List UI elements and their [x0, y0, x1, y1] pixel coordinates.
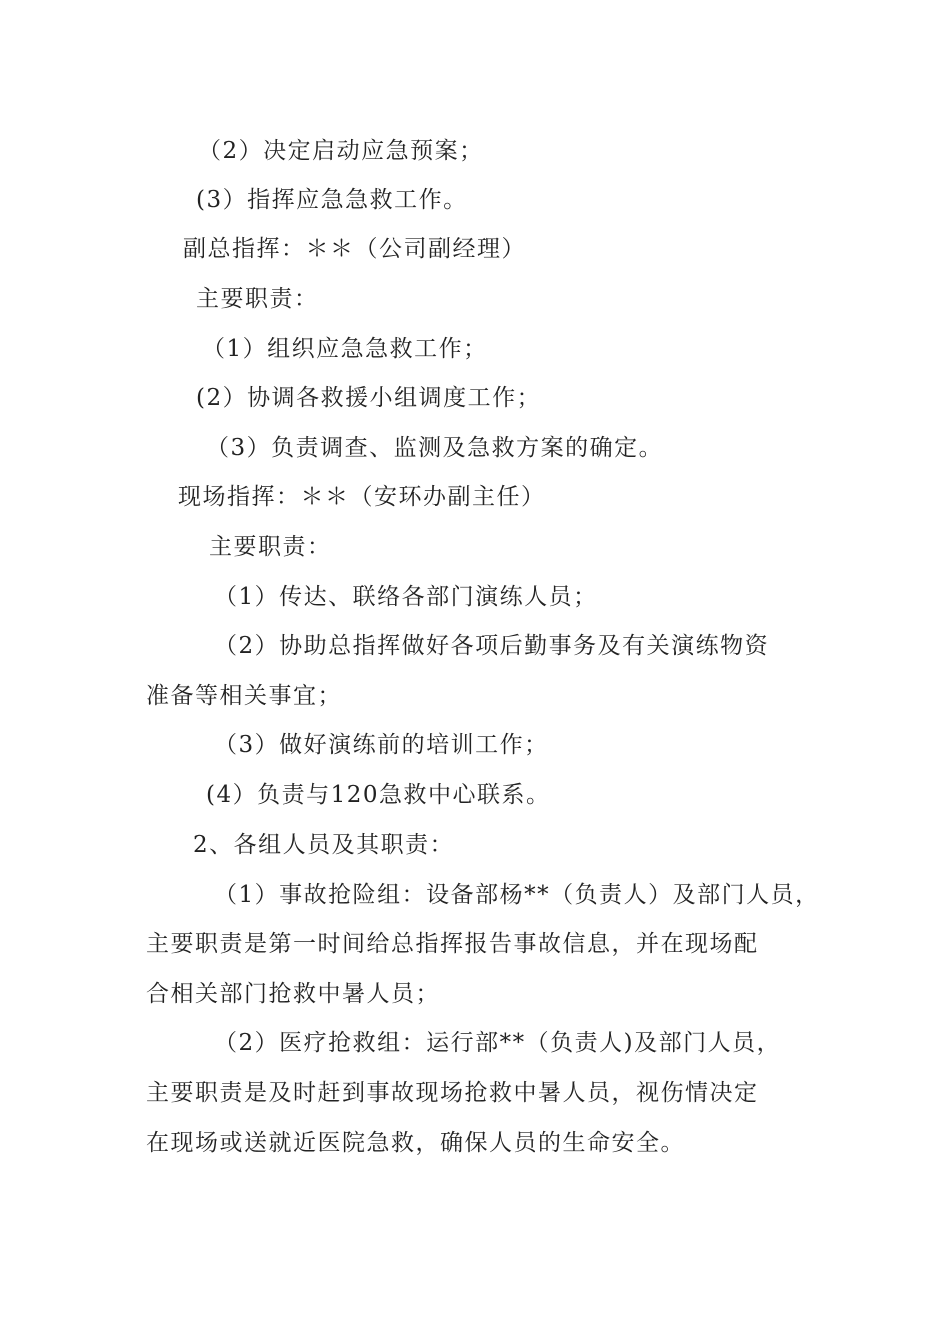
- text-line: 现场指挥：＊＊（安环办副主任）: [178, 484, 546, 510]
- text-line: （1）传达、联络各部门演练人员；: [214, 584, 598, 610]
- text-line: （3）负责调查、监测及急救方案的确定。: [206, 435, 664, 461]
- text-line: （2）医疗抢救组：运行部**（负责人)及部门人员，: [214, 1030, 782, 1056]
- text-line: （1）事故抢险组：设备部杨**（负责人）及部门人员，: [214, 882, 820, 908]
- text-line: 主要职责是及时赶到事故现场抢救中暑人员，视伤情决定: [146, 1080, 759, 1106]
- text-line: 在现场或送就近医院急救，确保人员的生命安全。: [146, 1130, 685, 1156]
- text-line: 准备等相关事宜；: [146, 683, 342, 709]
- text-line: (3）指挥应急急救工作。: [196, 187, 468, 213]
- text-line: 主要职责：: [196, 286, 319, 312]
- text-line: （2）决定启动应急预案；: [198, 138, 484, 164]
- text-line: 2、各组人员及其职责：: [193, 832, 455, 858]
- text-line: （2）协助总指挥做好各项后勤事务及有关演练物资: [214, 633, 770, 659]
- text-line: （1）组织应急急救工作；: [202, 336, 488, 362]
- text-line: 副总指挥：＊＊（公司副经理）: [183, 236, 526, 262]
- text-line: 主要职责：: [209, 534, 332, 560]
- text-line: (2）协调各救援小组调度工作；: [196, 385, 542, 411]
- text-line: （3）做好演练前的培训工作；: [214, 732, 549, 758]
- text-line: 主要职责是第一时间给总指挥报告事故信息，并在现场配: [146, 931, 759, 957]
- text-line: (4）负责与120急救中心联系。: [206, 782, 551, 808]
- text-line: 合相关部门抢救中暑人员；: [146, 981, 440, 1007]
